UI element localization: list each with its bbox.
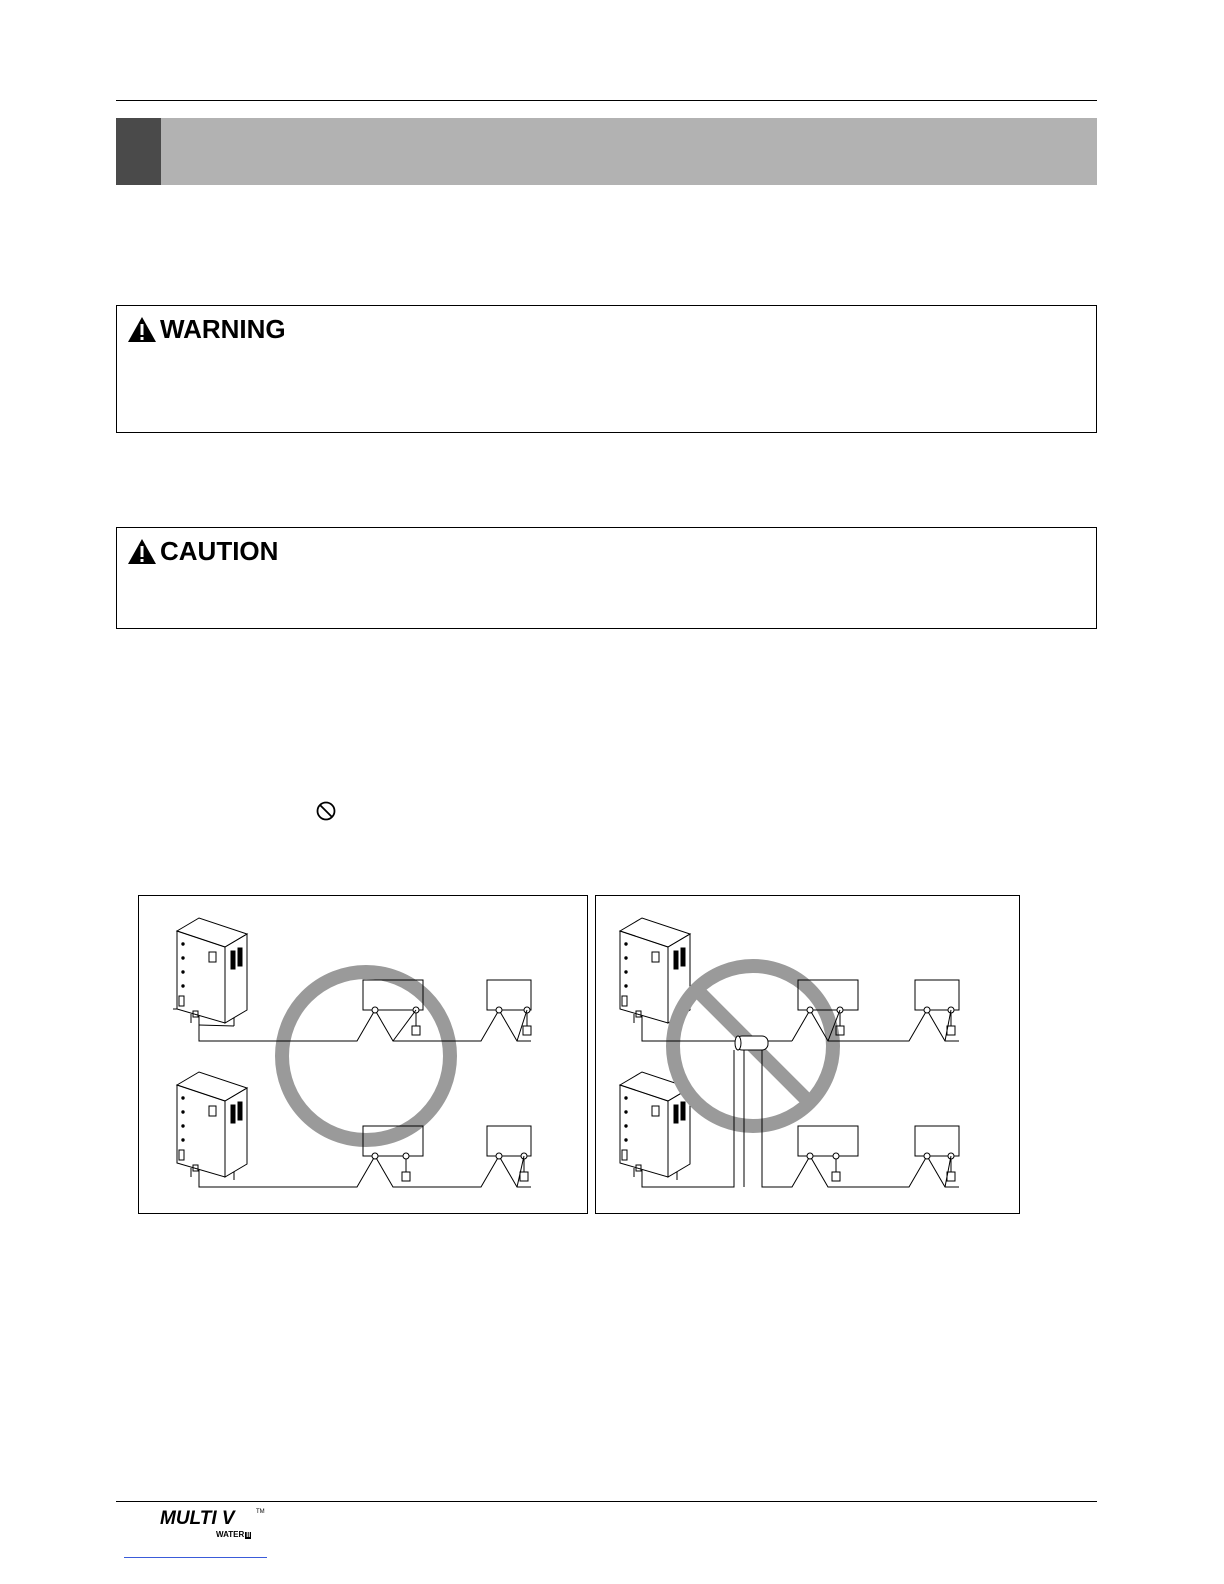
caution-triangle-icon (127, 538, 157, 565)
footer-link-underline[interactable] (124, 1557, 267, 1558)
warning-title (127, 314, 286, 345)
prohibit-inline-icon (315, 800, 337, 822)
correct-wiring-figure (138, 895, 588, 1214)
logo-tm: TM (256, 1509, 265, 1515)
caution-title-text: CAUTION (160, 536, 279, 566)
warning-triangle-icon (127, 316, 157, 343)
outdoor-unit-icon (173, 918, 247, 1026)
warning-box (116, 305, 1097, 433)
logo-sub-text: WATER (216, 1530, 245, 1539)
outdoor-unit-icon (177, 1072, 247, 1180)
logo-badge: II (246, 1532, 251, 1539)
correct-wiring-diagram (139, 896, 587, 1213)
caution-title (127, 536, 278, 567)
logo-brand: MULTI V (160, 1508, 235, 1529)
multi-v-water-logo (160, 1508, 270, 1538)
logo-sub (216, 1530, 251, 1539)
correct-circle-symbol (282, 972, 450, 1140)
footer-rule (116, 1501, 1097, 1502)
section-header-bar (116, 118, 1097, 185)
warning-title-text: WARNING (160, 314, 286, 344)
section-header-tab (116, 118, 161, 185)
incorrect-wiring-figure (595, 895, 1020, 1214)
wiring-row-1 (199, 980, 531, 1041)
header-rule (116, 100, 1097, 101)
incorrect-wiring-diagram (596, 896, 1019, 1213)
caution-box (116, 527, 1097, 629)
